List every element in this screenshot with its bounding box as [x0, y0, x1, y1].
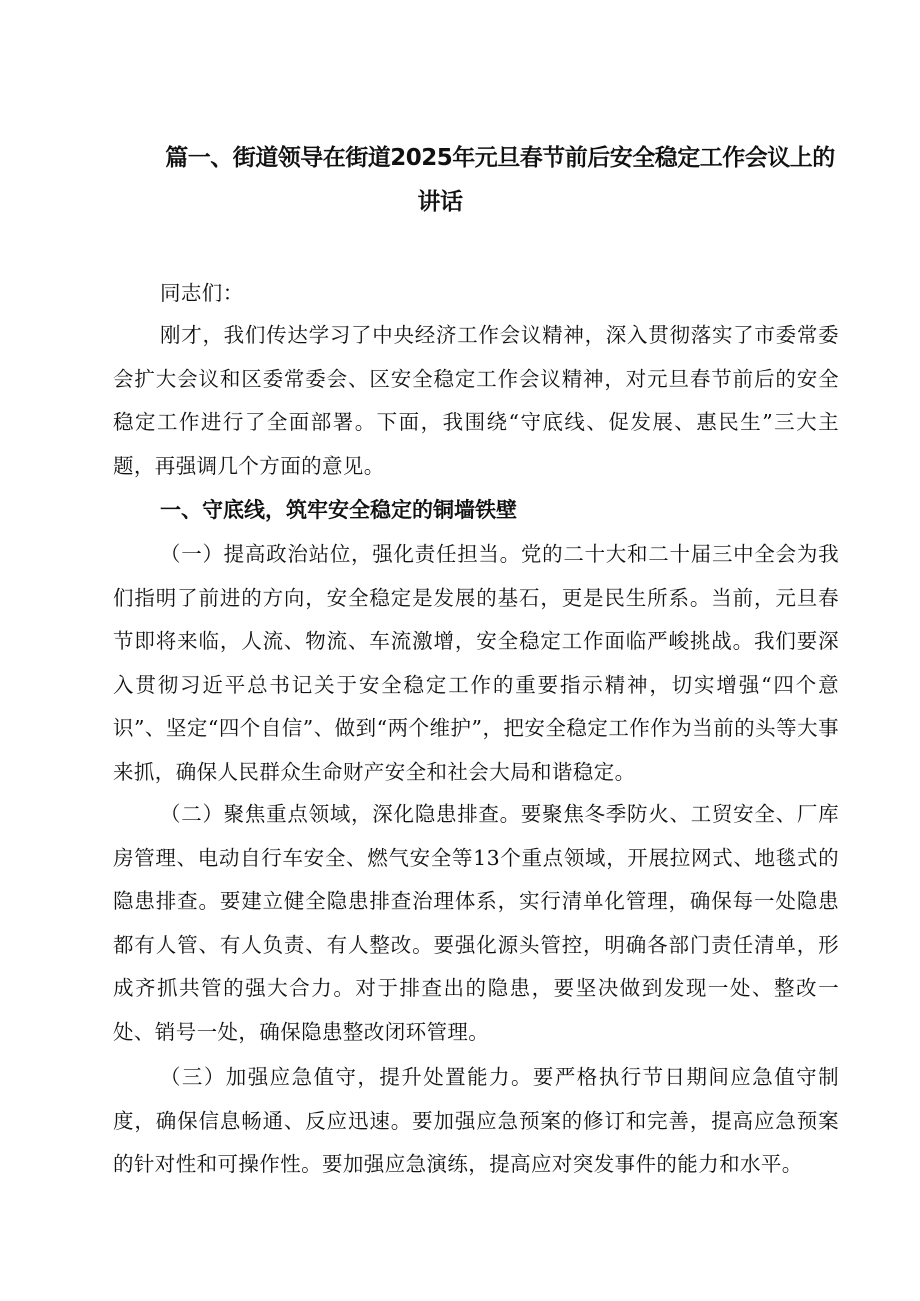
salutation: 同志们：: [160, 281, 244, 305]
document-title-line1: 篇一、街道领导在街道2025年元旦春节前后安全稳定工作会议上的: [165, 145, 835, 171]
paragraph-intro: 刚才，我们传达学习了中央经济工作会议精神，深入贯彻落实了市委常委会扩大会议和区委常委会、区安全稳定工作会议精神，对元旦春节前后的安全稳定工作进行了全面部署。下面，我围绕“守底线、促发展、惠民生”三大主题，再强调几个方面的意见。: [113, 323, 839, 478]
paragraph-item-3: （三）加强应急值守，提升处置能力。要严格执行节日期间应急值守制度，确保信息畅通、反应迅速。要加强应急预案的修订和完善，提高应急预案的针对性和可操作性。要加强应急演练，提高应对突发事件的能力和水平。: [113, 1065, 839, 1176]
paragraph-item-1: （一）提高政治站位，强化责任担当。党的二十大和二十届三中全会为我们指明了前进的方向，安全稳定是发展的基石，更是民生所系。当前，元旦春节即将来临，人流、物流、车流激增，安全稳定工作面临严峻挑战。我们要深入贯彻习近平总书记关于安全稳定工作的重要指示精神，切实增强“四个意识”、坚定“四个自信”、做到“两个维护”，把安全稳定工作作为当前的头等大事来抓，确保人民群众生命财产安全和社会大局和谐稳定。: [113, 542, 839, 784]
section-heading: 一、守底线，筑牢安全稳定的铜墙铁壁: [160, 498, 517, 522]
document-title-line2: 讲话: [417, 189, 463, 215]
paragraph-item-2: （二）聚焦重点领域，深化隐患排查。要聚焦冬季防火、工贸安全、厂库房管理、电动自行车安全、燃气安全等13个重点领域，开展拉网式、地毯式的隐患排查。要建立健全隐患排查治理体系，实行清单化管理，确保每一处隐患都有人管、有人负责、有人整改。要强化源头管控，明确各部门责任清单，形成齐抓共管的强大合力。对于排查出的隐患，要坚决做到发现一处、整改一处、销号一处，确保隐患整改闭环管理。: [113, 802, 839, 1044]
